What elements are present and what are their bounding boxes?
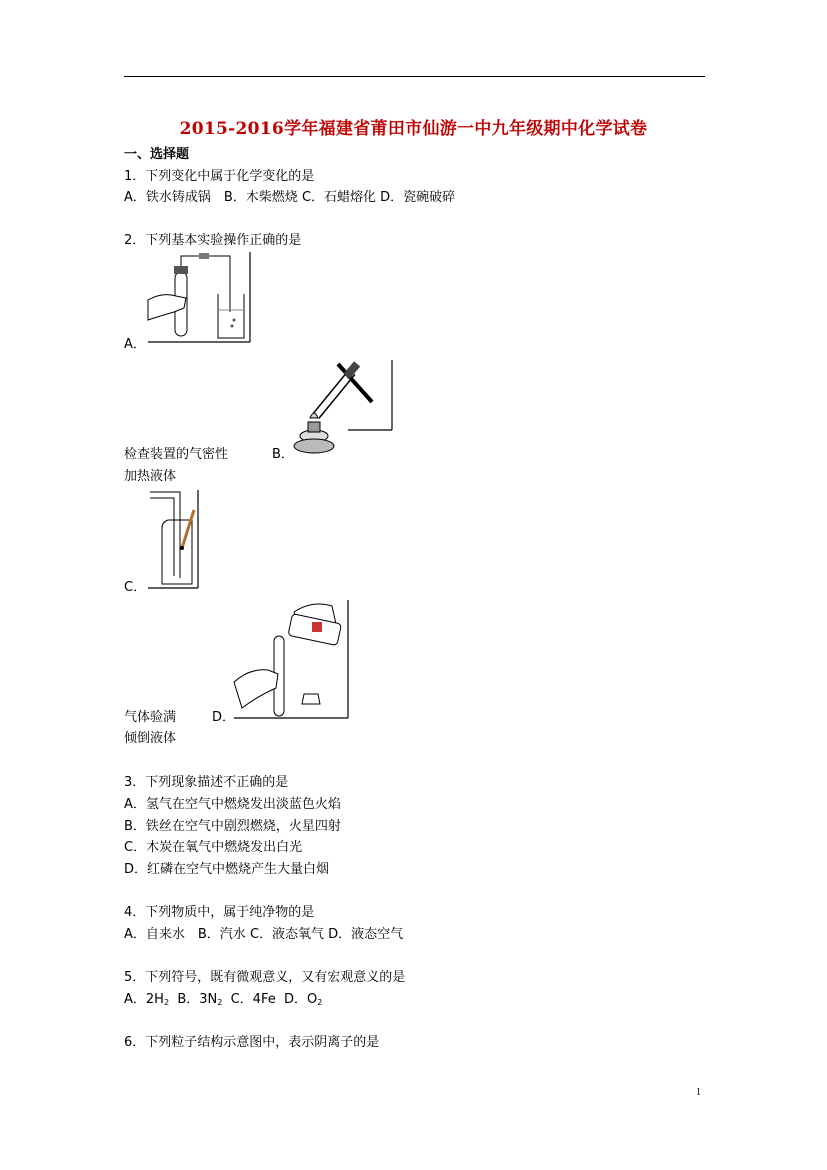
question-5-option-b: B．3N (177, 992, 218, 1007)
option-b-caption: 加热液体 (124, 469, 177, 484)
subscript: 2 (163, 998, 170, 1007)
question-3-option-a: A．氢气在空气中燃烧发出淡蓝色火焰 (124, 797, 341, 812)
figure-airtightness-check (146, 250, 252, 344)
question-6-stem: 6．下列粒子结构示意图中，表示阴离子的是 (124, 1035, 380, 1050)
option-a-caption: 检查装置的气密性 (124, 447, 229, 462)
question-5-option-a: A．2H (124, 992, 164, 1007)
page-title: 2015-2016学年福建省莆田市仙游一中九年级期中化学试卷 (179, 119, 648, 139)
question-5-options (124, 992, 322, 1008)
figure-heating-liquid (288, 360, 394, 460)
option-c-label: C． (124, 580, 147, 595)
question-3-stem: 3．下列现象描述不正确的是 (124, 775, 289, 790)
header-rule (124, 76, 705, 77)
question-5-option-c: C．4Fe (230, 992, 276, 1007)
question-4-stem: 4．下列物质中，属于纯净物的是 (124, 905, 315, 920)
subscript: 2 (317, 998, 323, 1007)
question-3-option-d: D．红磷在空气中燃烧产生大量白烟 (124, 862, 330, 877)
question-3-option-c: C．木炭在氧气中燃烧发出白光 (124, 840, 303, 855)
question-5-stem: 5．下列符号，既有微观意义，又有宏观意义的是 (124, 970, 406, 985)
option-c-caption: 气体验满 (124, 710, 177, 725)
question-2-stem: 2．下列基本实验操作正确的是 (124, 233, 302, 248)
question-1-options: A．铁水铸成锅 B．木柴燃烧 C．石蜡熔化 D．瓷碗破碎 (124, 190, 456, 205)
subscript: 2 (217, 998, 223, 1007)
option-b-label: B． (272, 447, 294, 462)
option-d-caption: 倾倒液体 (124, 731, 177, 746)
section-heading: 一、选择题 (124, 147, 190, 162)
question-5-option-d: D．O (283, 992, 318, 1007)
figure-gas-full-check (146, 488, 202, 590)
option-d-label: D． (212, 710, 236, 725)
question-1-stem: 1．下列变化中属于化学变化的是 (124, 169, 315, 184)
question-4-options: A．自来水 B．汽水 C．液态氧气 D．液态空气 (124, 927, 404, 942)
question-3-option-b: B．铁丝在空气中剧烈燃烧，火星四射 (124, 819, 341, 834)
option-a-label: A． (124, 337, 146, 352)
figure-pouring-liquid (232, 598, 350, 720)
page-number: 1 (696, 1087, 701, 1098)
